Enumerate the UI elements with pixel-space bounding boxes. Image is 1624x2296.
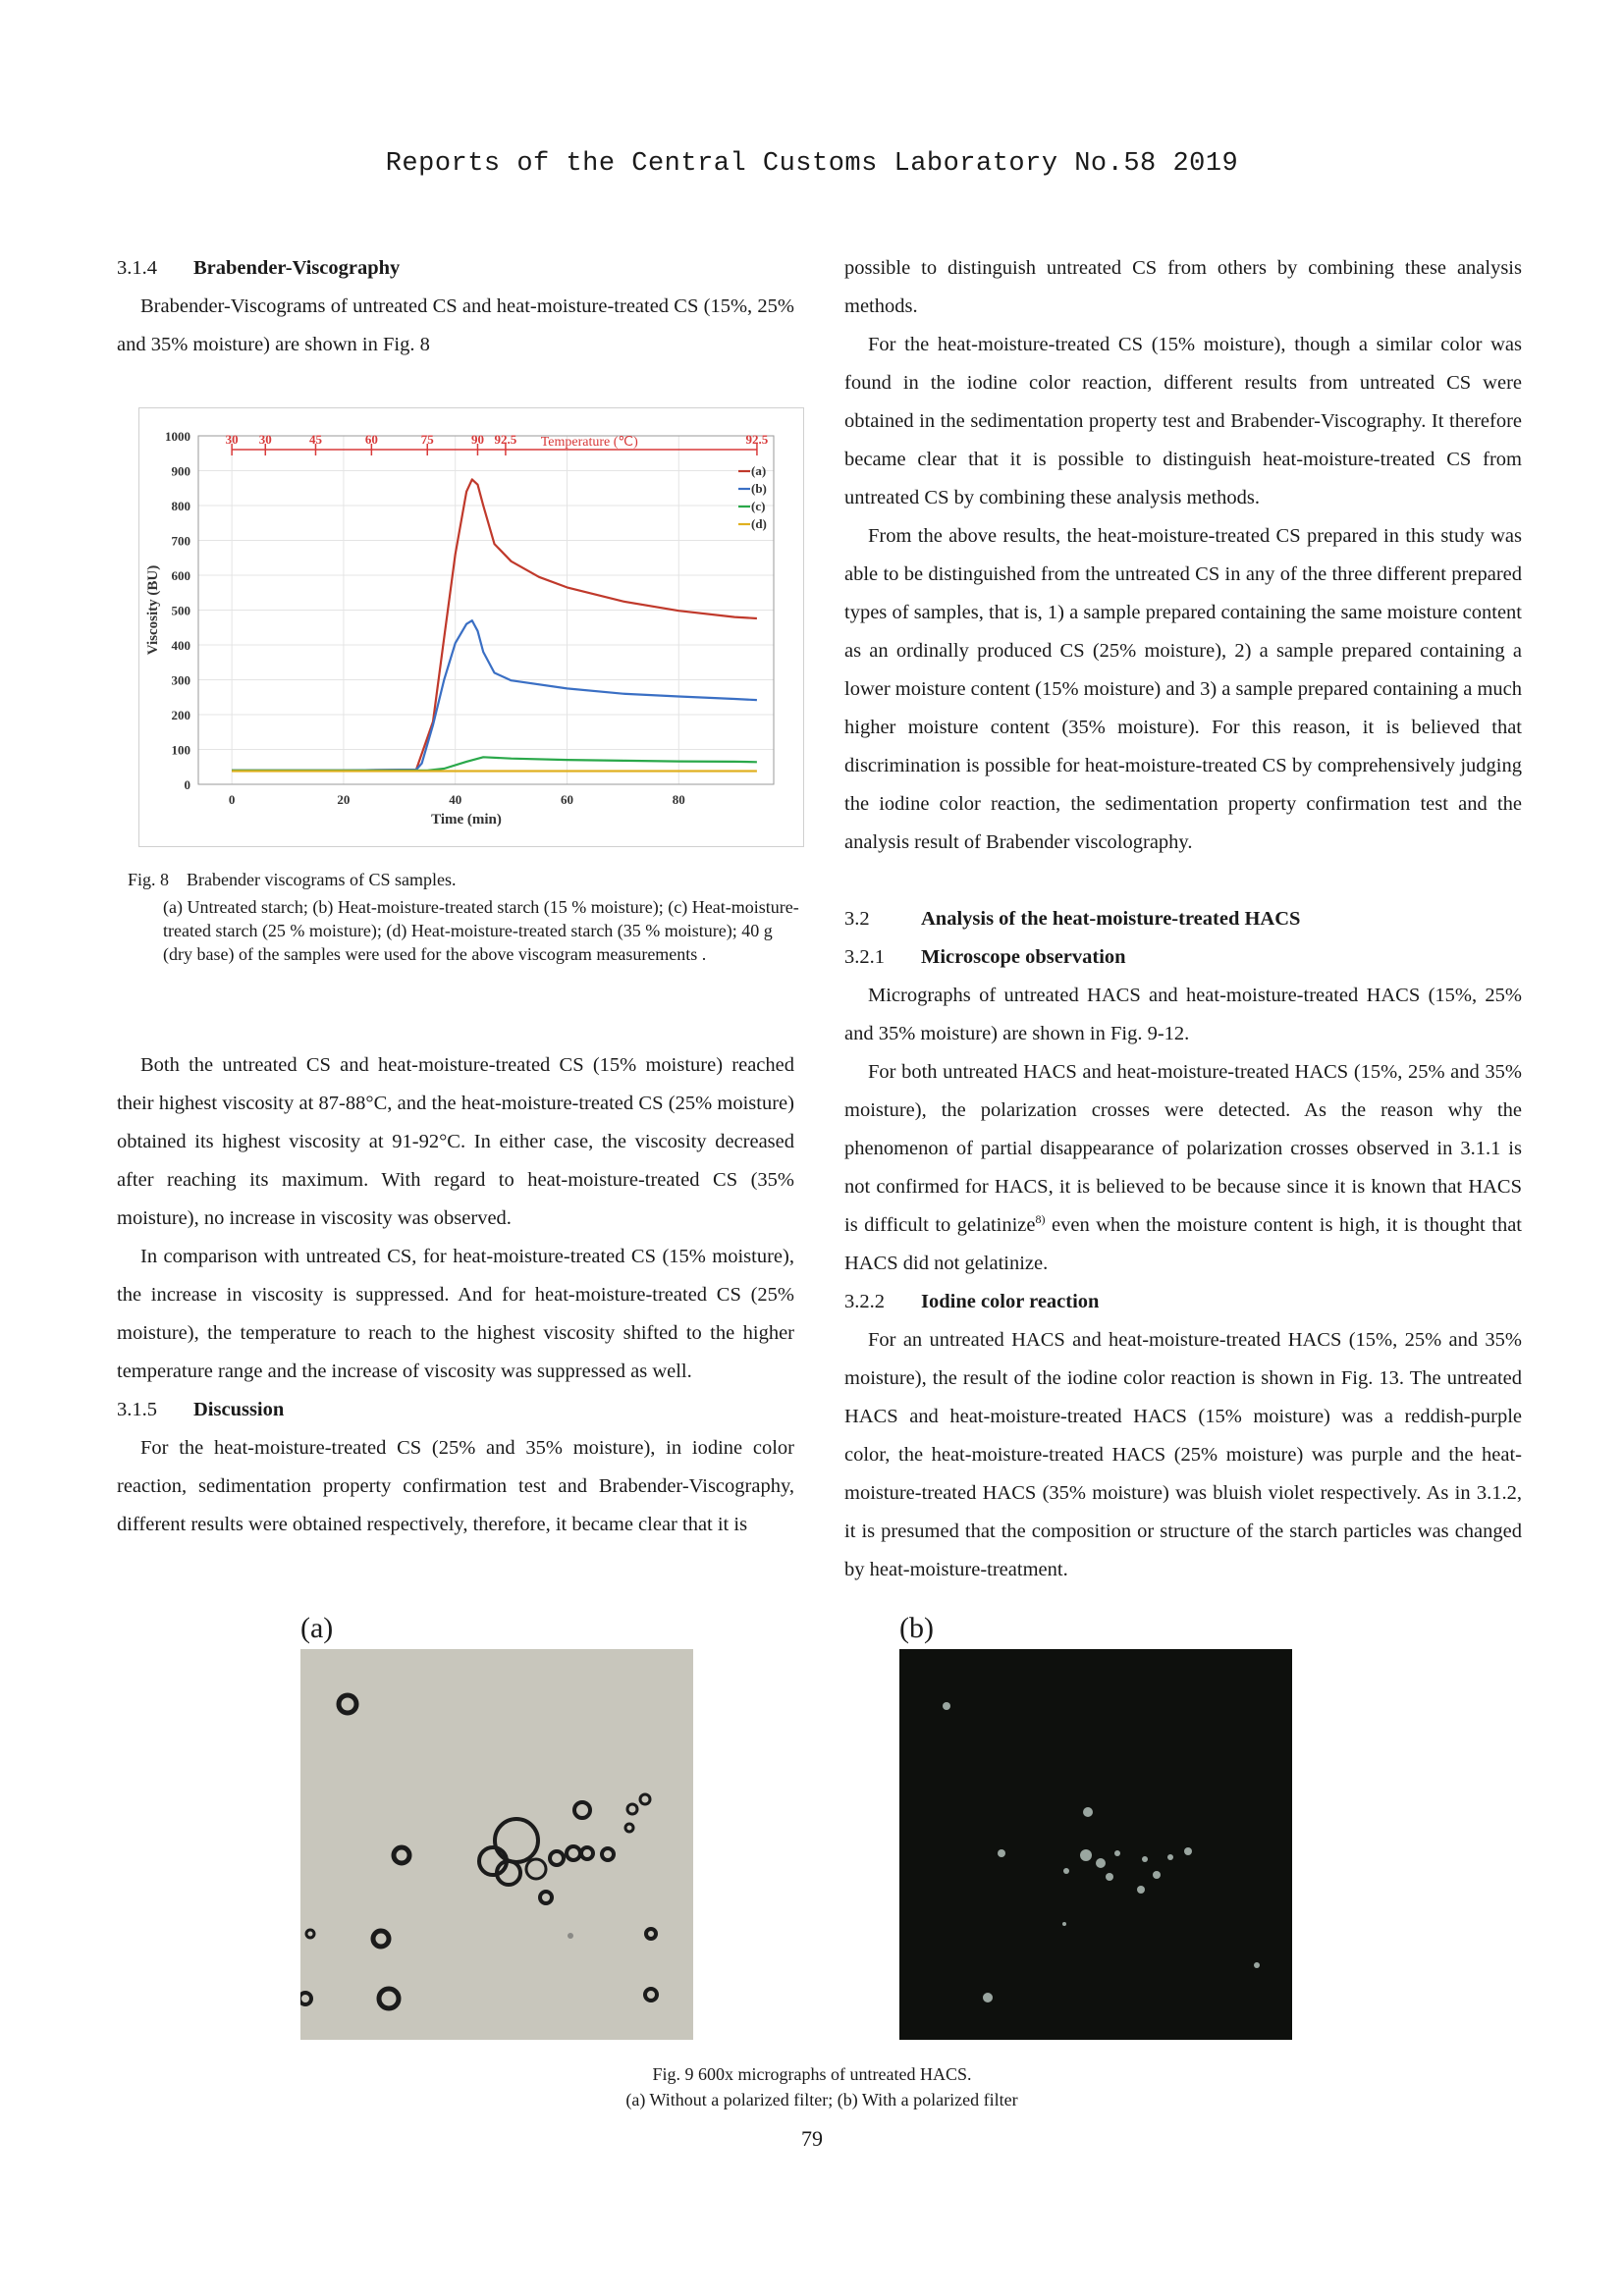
temperature-tick-label: 60 [364,432,378,447]
y-tick-label: 300 [171,672,190,688]
legend-label: (c) [751,499,766,513]
page-header: Reports of the Central Customs Laboratory No.58 2019 [385,149,1239,179]
fig8-caption-detail: (a) Untreated starch; (b) Heat-moisture-treated starch (15 % moisture); (c) Heat-moisture-treated starch (25 % moisture); (d) Heat-moisture-treated starch (35 % moisture); 40 g (dry base) of the samples were used for the above viscogram measurements . [163,897,799,964]
section-heading-3-2-1 [844,938,1522,977]
fig8-chart-frame [138,407,804,847]
paragraph: For the heat-moisture-treated CS (25% and 35% moisture), in iodine color reaction, sedimentation property confirmation test and Brabender-Viscography, different results were obtained respectively, therefore, it became clear that it is [117,1437,794,1535]
fig9-caption-line1: Fig. 9 600x micrographs of untreated HACS. [652,2064,972,2084]
temperature-tick-label: 90 [470,432,484,447]
temperature-tick-label: 75 [420,432,434,447]
section-title: Analysis of the heat-moisture-treated HACS [921,908,1301,930]
polarization-crosses-image [899,1649,1292,2040]
section-title: Iodine color reaction [921,1291,1100,1312]
section-number: 3.2 [844,908,870,930]
legend-label: (b) [751,481,767,496]
x-tick-label: 20 [337,792,351,807]
paragraph: Micrographs of untreated HACS and heat-moisture-treated HACS (15%, 25% and 35% moisture) are shown in Fig. 9-12. [844,985,1522,1044]
legend-label: (d) [751,516,767,531]
temperature-tick-label: 30 [225,432,239,447]
paragraph: Both the untreated CS and heat-moisture-treated CS (15% moisture) reached their highest viscosity at 87-88°C, and the heat-moisture-treated CS (25% moisture) obtained its highest viscosity at 91-92°C. In either case, the viscosity decreased after reaching its maximum. With regard to heat-moisture-treated CS (35% moisture), no increase in viscosity was observed. [117,1054,794,1229]
series-line-2 [232,757,757,771]
series-line-1 [232,620,757,771]
section-title: Brabender-Viscography [193,257,401,279]
section-heading-3-1-4 [117,249,794,288]
section-number: 3.2.2 [844,1291,885,1312]
left-column-bottom [117,1046,794,1544]
x-tick-label: 0 [228,792,236,807]
paragraph: Brabender-Viscograms of untreated CS and heat-moisture-treated CS (15%, 25% and 35% moisture) are shown in Fig. 8 [117,295,794,355]
temperature-axis-label: Temperature (℃) [540,435,638,450]
paragraph: For an untreated HACS and heat-moisture-treated HACS (15%, 25% and 35% moisture), the result of the iodine color reaction is shown in Fig. 13. The untreated HACS and heat-moisture-treated HACS (15% moisture) was a reddish-purple color, the heat-moisture-treated HACS (25% moisture) was purple and the heat-moisture-treated HACS (35% moisture) was bluish violet respectively. As in 3.1.2, it is presumed that the composition or structure of the starch particles was changed by heat-moisture-treatment. [844,1329,1522,1580]
y-tick-label: 0 [184,777,190,792]
x-axis-label: Time (min) [431,812,502,828]
paragraph: possible to distinguish untreated CS from others by combining these analysis methods. [844,257,1522,317]
y-tick-label: 500 [171,603,190,618]
fig9-label-b: (b) [899,1612,934,1644]
paragraph: In comparison with untreated CS, for heat-moisture-treated CS (15% moisture), the increase in viscosity is suppressed. And for heat-moisture-treated CS (25% moisture), the temperature to reach to the highest viscosity shifted to the higher temperature range and the increase of viscosity was suppressed as well. [117,1246,794,1382]
y-tick-label: 100 [171,742,190,758]
x-tick-label: 60 [560,792,573,807]
left-column-top [117,249,794,364]
temperature-tick-label: 92.5 [494,432,517,447]
spacer [844,862,1522,900]
fig8-caption [128,868,805,966]
y-tick-label: 1000 [165,429,190,444]
citation-ref: 8) [1035,1212,1046,1227]
right-column [844,249,1522,1589]
y-tick-label: 900 [171,463,190,479]
fig9-label-a: (a) [300,1612,334,1644]
section-number: 3.2.1 [844,946,885,968]
page-number: 79 [801,2126,823,2151]
paragraph: For the heat-moisture-treated CS (15% moisture), though a similar color was found in the iodine color reaction, different results from untreated CS were obtained in the sedimentation property test and Brabender-Viscography. It therefore became clear that it is possible to distinguish heat-moisture-treated CS from untreated CS by combining these analysis methods. [844,334,1522,508]
section-number: 3.1.4 [117,257,157,279]
fig8-caption-label: Fig. 8 [128,870,170,889]
fig9-caption-line2: (a) Without a polarized filter; (b) With a polarized filter [625,2090,1018,2109]
section-heading-3-1-5 [117,1391,794,1429]
paragraph-text: For both untreated HACS and heat-moisture-treated HACS (15%, 25% and 35% moisture), the polarization crosses were detected. As the reason why the phenomenon of partial disappearance of polarization crosses observed in 3.1.1 is not confirmed for HACS, it is believed to be because since it is known that HACS is difficult to gelatinize [844,1061,1522,1236]
paragraph [844,1053,1522,1283]
y-tick-label: 600 [171,568,190,583]
temperature-tick-label: 92.5 [745,432,769,447]
legend-label: (a) [751,463,767,478]
temperature-tick-label: 45 [308,432,322,447]
paragraph-text: even when the moisture content is high, it is thought that HACS did not gelatinize. [844,1214,1522,1274]
micrograph-without-filter [300,1649,693,2040]
fig8-caption-title-line [128,868,805,891]
fig8-caption-title: Brabender viscograms of CS samples. [187,870,457,889]
series-line-0 [232,479,757,770]
x-tick-label: 40 [449,792,462,807]
section-title: Discussion [193,1399,285,1420]
y-axis-label: Viscosity (BU) [145,564,161,656]
section-number: 3.1.5 [117,1399,157,1420]
viscogram-chart [139,408,803,846]
y-tick-label: 800 [171,499,190,513]
y-tick-label: 700 [171,533,190,549]
paragraph: From the above results, the heat-moisture-treated CS prepared in this study was able to be distinguished from the untreated CS in any of the three different prepared types of samples, that is, 1) a sample prepared containing the same moisture content as an ordinally produced CS (25% moisture), 2) a sample prepared containing a lower moisture content (15% moisture) and 3) a sample prepared containing a much higher moisture content (35% moisture). For this reason, it is believed that discrimination is possible for heat-moisture-treated CS by comprehensively judging the iodine color reaction, the sedimentation property confirmation test and the analysis result of Brabender viscolography. [844,525,1522,853]
temperature-tick-label: 30 [258,432,272,447]
section-heading-3-2-2 [844,1283,1522,1321]
section-heading-3-2 [844,900,1522,938]
section-title: Microscope observation [921,946,1126,968]
y-tick-label: 400 [171,638,190,653]
micrograph-with-polarized-filter [899,1649,1292,2040]
y-tick-label: 200 [171,708,190,722]
x-tick-label: 80 [672,792,685,807]
starch-granules-image [300,1649,693,2040]
